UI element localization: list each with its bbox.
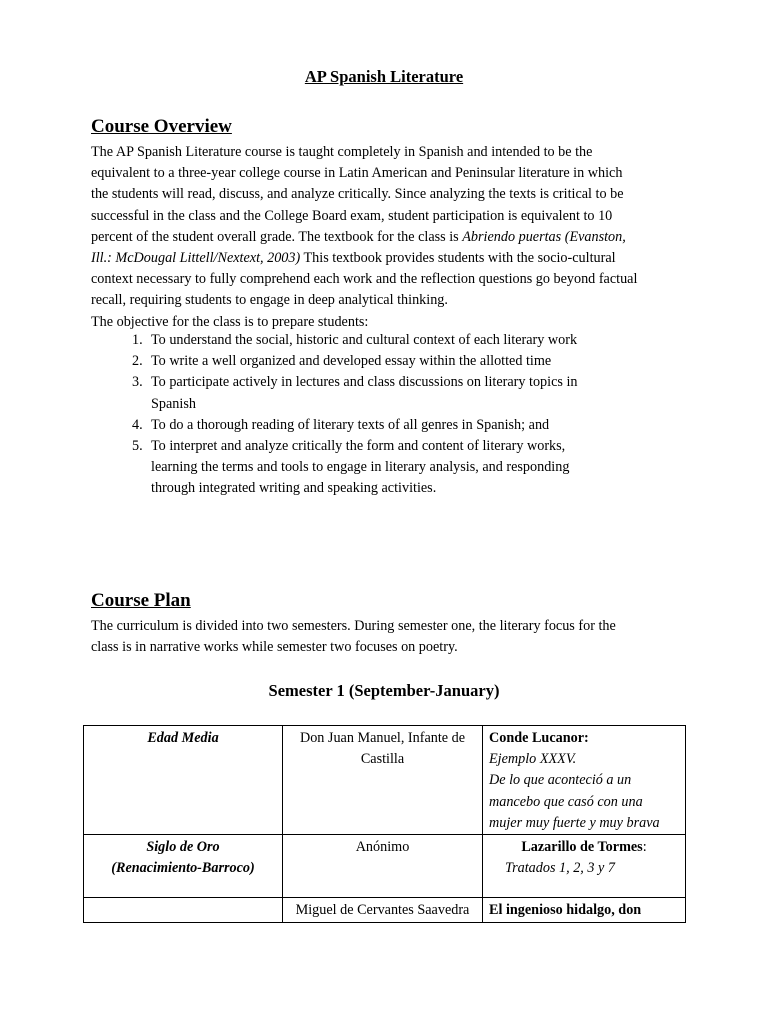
- period-cell: [84, 726, 283, 835]
- course-overview-heading: Course Overview: [91, 116, 232, 137]
- period-name: Siglo de Oro: [146, 839, 220, 856]
- overview-line: [91, 227, 681, 248]
- work-line: mujer muy fuerte y muy brava: [489, 814, 660, 831]
- objective-text: [151, 436, 569, 500]
- work-line: Tratados 1, 2, 3 y 7: [505, 860, 615, 877]
- objective-item: [132, 351, 692, 372]
- objective-line: To participate actively in lectures and class discussions on literary topics in: [151, 374, 578, 391]
- objective-text: [151, 351, 551, 372]
- overview-line-text: This textbook provides students with the socio-cultural: [300, 250, 616, 267]
- period-name: Edad Media: [147, 730, 219, 746]
- course-overview-paragraph: [91, 142, 681, 333]
- semester-1-table: [83, 725, 686, 923]
- objective-text: [151, 372, 577, 414]
- work-title-suffix: :: [642, 839, 647, 856]
- semester-1-title: Semester 1 (September-January): [268, 681, 500, 700]
- plan-line: The curriculum is divided into two semesters. During semester one, the literary focus for the: [91, 618, 616, 634]
- author-line: Anónimo: [355, 839, 410, 856]
- objective-item: [132, 436, 692, 500]
- textbook-publisher: Ill.: McDougal Littell/Nextext, 2003): [91, 250, 301, 267]
- objective-number: 4.: [132, 416, 143, 433]
- author-cell: [283, 726, 483, 835]
- objective-line: through integrated writing and speaking activities.: [151, 480, 437, 497]
- objective-line: learning the terms and tools to engage in literary analysis, and responding: [151, 459, 570, 476]
- overview-line: recall, requiring students to engage in deep analytical thinking.: [91, 292, 448, 309]
- plan-line: class is in narrative works while semester two focuses on poetry.: [91, 639, 458, 656]
- overview-line: context necessary to fully comprehend each work and the reflection questions go beyond factual: [91, 271, 638, 288]
- table-row: [84, 835, 686, 898]
- table-row: [84, 898, 686, 923]
- work-title: Conde Lucanor:: [489, 730, 589, 746]
- objective-item: [132, 372, 692, 414]
- author-cell: [283, 835, 483, 898]
- objective-line: To interpret and analyze critically the form and content of literary works,: [151, 438, 566, 455]
- overview-line: successful in the class and the College Board exam, student participation is equivalent to 10: [91, 207, 613, 224]
- period-subname: (Renacimiento-Barroco): [111, 860, 255, 877]
- overview-line: equivalent to a three-year college course in Latin American and Peninsular literature in which: [91, 165, 623, 182]
- objective-line: To understand the social, historic and cultural context of each literary work: [151, 332, 578, 348]
- objective-line: Spanish: [151, 395, 196, 412]
- author-line: Castilla: [360, 751, 405, 768]
- work-cell: [483, 726, 686, 835]
- objective-text: [151, 415, 549, 436]
- work-cell: [483, 835, 686, 898]
- period-cell: [84, 898, 283, 923]
- objective-intro: The objective for the class is to prepare students:: [91, 313, 369, 330]
- objectives-list: [132, 330, 692, 500]
- overview-line-text: percent of the student overall grade. The textbook for the class is: [91, 228, 463, 245]
- objective-number: 3.: [132, 374, 143, 391]
- work-title: Lazarillo de Tormes: [521, 839, 643, 856]
- period-cell: [84, 835, 283, 898]
- objective-number: 1.: [132, 332, 143, 348]
- document-title: AP Spanish Literature: [304, 67, 464, 86]
- textbook-title: Abriendo puertas (Evanston,: [462, 228, 626, 245]
- course-plan-heading: Course Plan: [91, 590, 191, 611]
- objective-item: [132, 415, 692, 436]
- work-title-line: [489, 837, 679, 858]
- work-cell: [483, 898, 686, 923]
- overview-line: The AP Spanish Literature course is taught completely in Spanish and intended to be the: [91, 144, 593, 160]
- objective-item: [132, 330, 692, 351]
- overview-line: the students will read, discuss, and analyze critically. Since analyzing the texts is critical to be: [91, 186, 624, 203]
- objective-line: To write a well organized and developed essay within the allotted time: [151, 353, 552, 370]
- work-line: mancebo que casó con una: [489, 793, 643, 810]
- objective-number: 2.: [132, 353, 143, 370]
- author-line: Miguel de Cervantes Saavedra: [295, 902, 470, 919]
- author-cell: [283, 898, 483, 923]
- course-plan-paragraph: [91, 616, 681, 658]
- overview-line: [91, 248, 681, 269]
- objective-text: [151, 330, 577, 351]
- objective-line: To do a thorough reading of literary texts of all genres in Spanish; and: [151, 416, 550, 433]
- work-line: De lo que aconteció a un: [489, 772, 632, 789]
- objective-number: 5.: [132, 438, 143, 455]
- author-line: Don Juan Manuel, Infante de: [299, 730, 466, 746]
- work-title: El ingenioso hidalgo, don: [489, 902, 642, 919]
- table-row: [84, 726, 686, 835]
- work-line: Ejemplo XXXV.: [489, 751, 577, 768]
